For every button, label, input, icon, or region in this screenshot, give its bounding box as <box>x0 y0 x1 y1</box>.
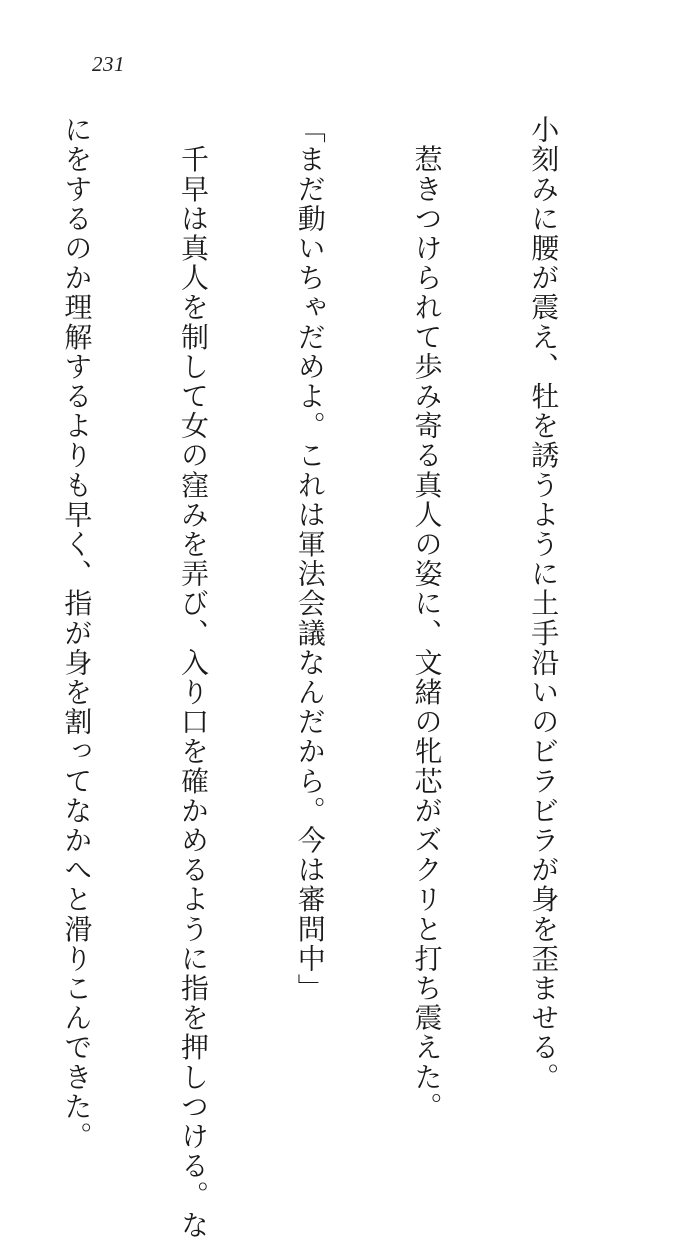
text-line: 惹きつけられて歩み寄る真人の姿に、文緒の牝芯がズクリと打ち震えた。 <box>410 115 444 1122</box>
page-number: 231 <box>92 52 125 76</box>
text-line: にをするのか理解するよりも早く、指が身を割ってなかへと滑りこんできた。 <box>60 115 94 1151</box>
text-line: 小刻みに腰が震え、牡を誘うように土手沿いのビラビラが身を歪ませる。 <box>527 115 561 1092</box>
body-text <box>60 115 640 1240</box>
text-line: 千早は真人を制して女の窪みを弄び、入り口を確かめるように指を押しつける。な <box>177 115 211 1240</box>
text-line: 「まだ動いちゃだめよ。これは軍法会議なんだから。今は審問中」 <box>293 115 327 1003</box>
